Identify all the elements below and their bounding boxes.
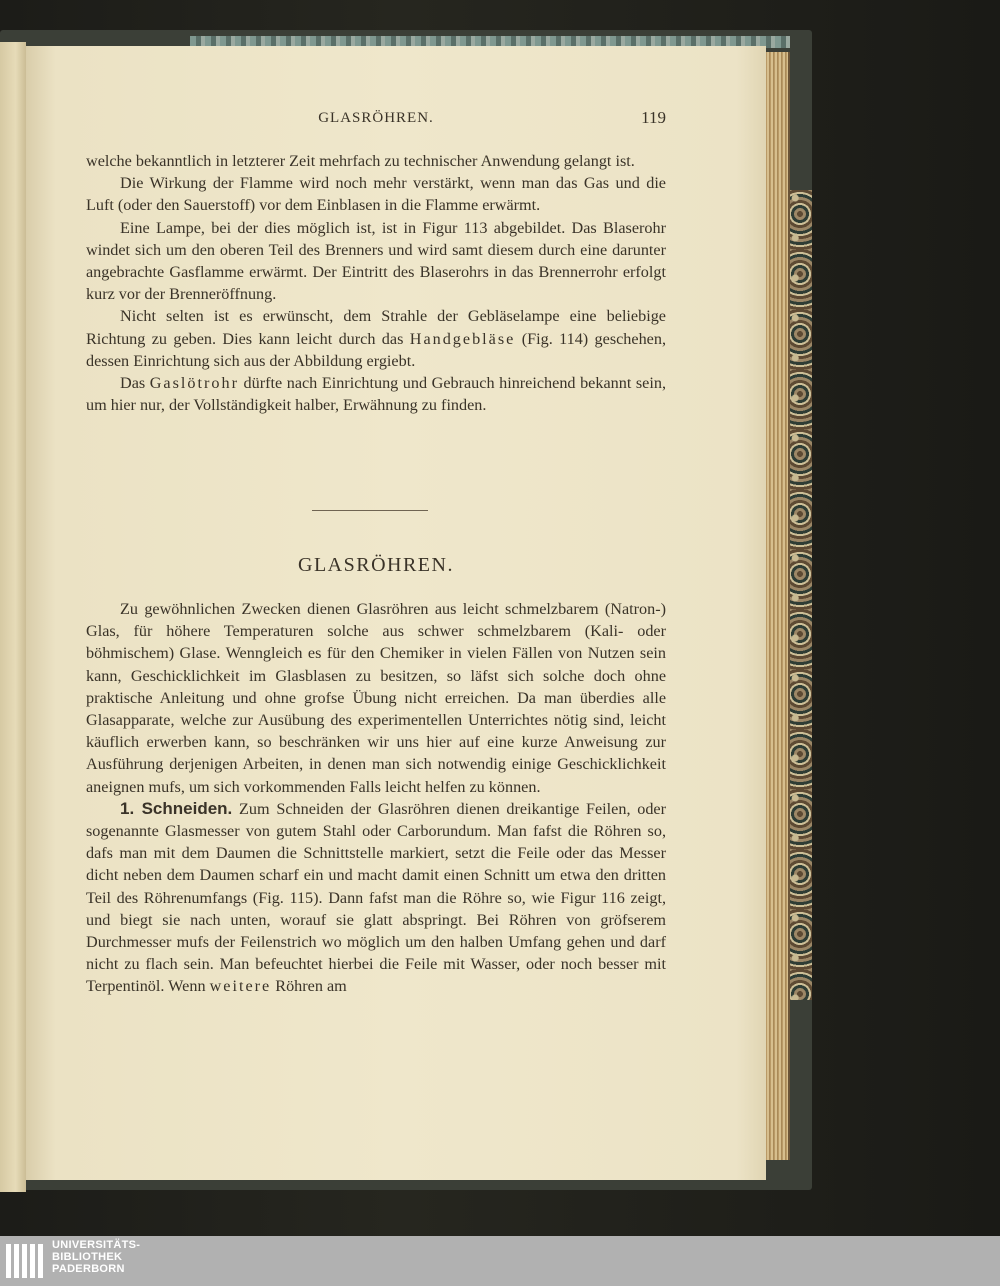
text-run: dürfte nach Einrichtung und Gebrauch hinreichend bekannt sein, um hier nur, der Vollständigkeit halber, Erwähnung zu finden. xyxy=(86,374,666,415)
paragraph: welche bekanntlich in letzterer Zeit mehrfach zu technischer Anwendung gelangt ist. xyxy=(86,152,635,170)
spaced-term: Handgebläse xyxy=(409,329,516,348)
library-name-line: PADERBORN xyxy=(52,1263,125,1275)
section-text xyxy=(86,598,666,998)
running-head xyxy=(86,110,666,134)
paragraph xyxy=(86,798,666,998)
library-name-line: BIBLIOTHEK xyxy=(52,1251,123,1263)
section-divider xyxy=(312,510,428,511)
library-footer xyxy=(0,1236,1000,1286)
running-head-title: GLASRÖHREN. xyxy=(318,110,434,126)
paragraph: Eine Lampe, bei der dies möglich ist, ist in Figur 113 abgebildet. Das Blaserohr windet sich um den oberen Teil des Brenners und wird samt diesem durch eine darunter angebrachte Gasflamme erwärmt. Der Eintritt des Blaserohrs in das Brennerrohr erfolgt kurz vor der Brenneröffnung. xyxy=(86,218,666,304)
section-heading: GLASRÖHREN. xyxy=(298,554,454,576)
library-name xyxy=(52,1239,140,1275)
text-run: Nicht selten ist es erwünscht, dem Strahle der Gebläselampe eine beliebige Richtung zu geben. Dies kann leicht durch das xyxy=(86,307,666,348)
page-edges xyxy=(766,52,790,1160)
spaced-term: weitere xyxy=(209,977,272,996)
library-name-line: UNIVERSITÄTS- xyxy=(52,1239,141,1251)
subsection-title: 1. Schneiden. xyxy=(120,798,233,818)
book-page xyxy=(26,46,766,1180)
facing-page-sliver xyxy=(0,42,26,1192)
text-run: (Fig. 114) geschehen, dessen Einrichtung sich aus der Abbildung ergiebt. xyxy=(86,329,667,370)
text-run: Röhren am xyxy=(271,977,347,996)
library-logo-icon xyxy=(4,1240,46,1282)
paragraph xyxy=(86,305,666,372)
spaced-term: Gaslötrohr xyxy=(149,374,239,393)
page-number: 119 xyxy=(641,108,666,127)
marbled-cover-edge xyxy=(788,190,812,1000)
paragraph xyxy=(86,372,666,416)
paragraph: Die Wirkung der Flamme wird noch mehr verstärkt, wenn man das Gas und die Luft (oder den Sauerstoff) vor dem Einblasen in die Flamme erwärmt. xyxy=(86,174,666,215)
intro-text xyxy=(86,150,666,416)
text-run: Das xyxy=(120,374,150,393)
text-run: Zum Schneiden der Glasröhren dienen dreikantige Feilen, oder sogenannte Glasmesser von gutem Stahl oder Carborundum. Man fafst die Röhren so, dafs man mit dem Daumen die Schnittstelle markiert, setzt die Feile oder das Messer dicht neben dem Daumen scharf ein und macht damit einen Schnitt um etwa den dritten Teil des Röhrenumfangs (Fig. 115). Dann fafst man die Röhre so, wie Figur 116 zeigt, und biegt sie nach unten, worauf sie glatt abspringt. Bei Röhren von gröfserem Durchmesser mufs der Feilenstrich wo möglich um den halben Umfang gehen und darf nicht zu flach sein. Man befeuchtet hierbei die Feile mit Wasser, oder noch besser mit Terpentinöl. Wenn xyxy=(86,799,666,996)
paragraph: Zu gewöhnlichen Zwecken dienen Glasröhren aus leicht schmelzbarem (Natron-) Glas, für höhere Temperaturen solche aus schwer schmelzbarem (Kali- oder böhmischem) Glase. Wenngleich es für den Chemiker in vielen Fällen von Nutzen sein kann, Geschicklichkeit im Glasblasen zu besitzen, so läfst sich solche doch ohne praktische Anleitung und ohne grofse Übung nicht erreichen. Da man überdies alle Glasapparate, welche zur Ausübung des experimentellen Unterrichtes nötig sind, leicht käuflich erwerben kann, so beschränken wir uns hier auf eine kurze Anweisung zur Ausführung derjenigen Arbeiten, in denen man sich notwendig einige Geschicklichkeit aneignen mufs, um sich vorkommenden Falls leicht helfen zu können. xyxy=(86,600,666,796)
